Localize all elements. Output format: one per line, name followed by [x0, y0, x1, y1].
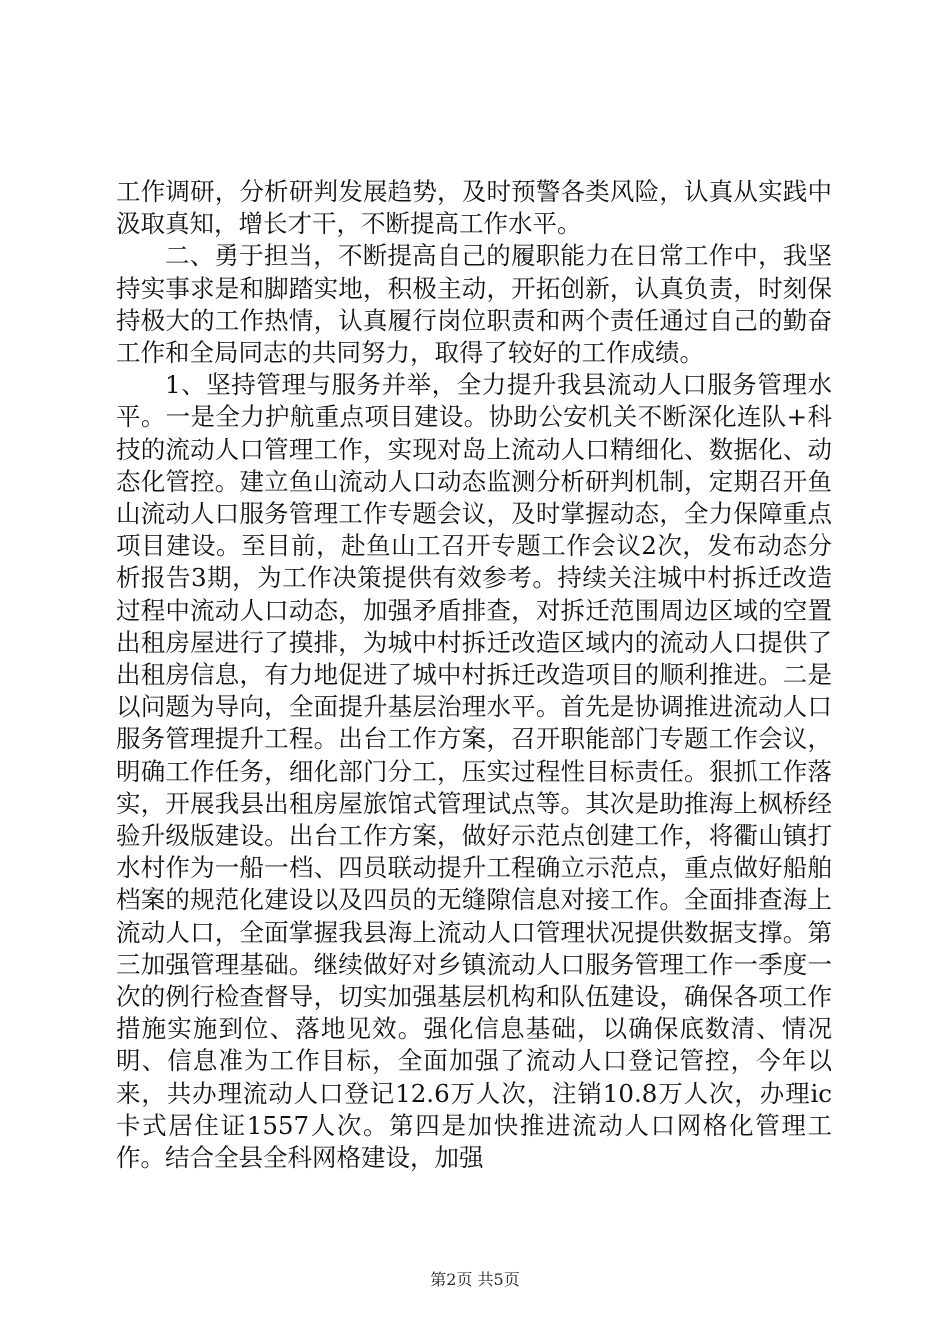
- document-body: [116, 176, 832, 1174]
- paragraph-2: 二、勇于担当，不断提高自己的履职能力在日常工作中，我坚持实事求是和脚踏实地，积极主动，开拓创新，认真负责，时刻保持极大的工作热情，认真履行岗位职责和两个责任通过自己的勤奋工作和全局同志的共同努力，取得了较好的工作成绩。: [116, 241, 832, 368]
- paragraph-1: 工作调研，分析研判发展趋势，及时预警各类风险，认真从实践中汲取真知，增长才干，不断提高工作水平。: [116, 177, 832, 239]
- page-footer: 第2页 共5页: [430, 1270, 520, 1289]
- paragraph-3: 1、坚持管理与服务并举，全力提升我县流动人口服务管理水平。一是全力护航重点项目建设。协助公安机关不断深化连队+科技的流动人口管理工作，实现对岛上流动人口精细化、数据化、动态化管控。建立鱼山流动人口动态监测分析研判机制，定期召开鱼山流动人口服务管理工作专题会议，及时掌握动态，全力保障重点项目建设。至目前，赴鱼山工召开专题工作会议2次，发布动态分析报告3期，为工作决策提供有效参考。持续关注城中村拆迁改造过程中流动人口动态，加强矛盾排查，对拆迁范围周边区域的空置出租房屋进行了摸排，为城中村拆迁改造区域内的流动人口提供了出租房信息，有力地促进了城中村拆迁改造项目的顺利推进。二是以问题为导向，全面提升基层治理水平。首先是协调推进流动人口服务管理提升工程。出台工作方案，召开职能部门专题工作会议，明确工作任务，细化部门分工，压实过程性目标责任。狠抓工作落实，开展我县出租房屋旅馆式管理试点等。其次是助推海上枫桥经验升级版建设。出台工作方案，做好示范点创建工作，将衢山镇打水村作为一船一档、四员联动提升工程确立示范点，重点做好船舶档案的规范化建设以及四员的无缝隙信息对接工作。全面排查海上流动人口，全面掌握我县海上流动人口管理状况提供数据支撑。第三加强管理基础。继续做好对乡镇流动人口服务管理工作一季度一次的例行检查督导，切实加强基层机构和队伍建设，确保各项工作措施实施到位、落地见效。强化信息基础，以确保底数清、情况明、信息准为工作目标，全面加强了流动人口登记管控，今年以来，共办理流动人口登记12.6万人次，注销10.8万人次，办理ic卡式居住证1557人次。第四是加快推进流动人口网格化管理工作。结合全县全科网格建设，加强: [116, 370, 832, 1173]
